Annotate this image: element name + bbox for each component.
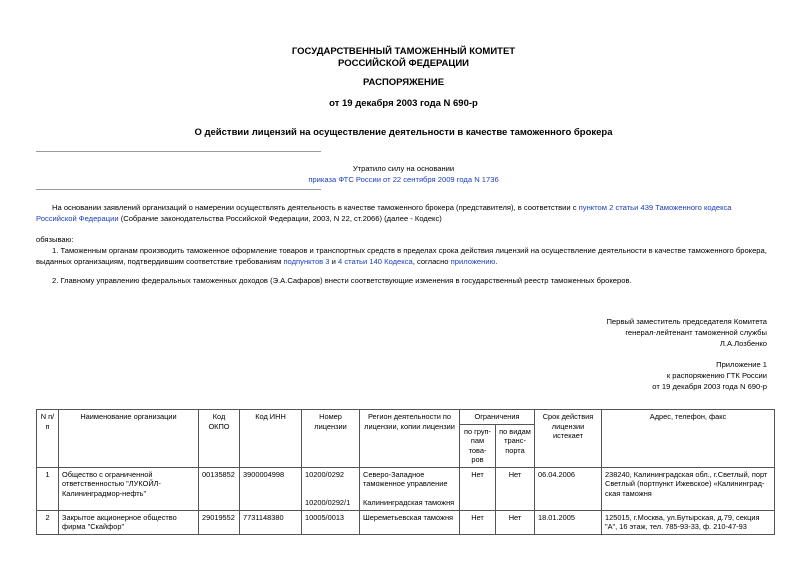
article-140-link[interactable]: 4 статьи 140 Кодекса	[338, 256, 413, 266]
repeal-link[interactable]: приказа ФТС России от 22 сентября 2009 года N 1736	[308, 175, 499, 184]
cell-region	[360, 467, 460, 510]
cell-term: 06.04.2006	[535, 467, 602, 510]
signature-name: Л.А.Лозбенко	[719, 339, 767, 348]
signature-rank: генерал-лейтенант таможенной службы	[625, 328, 767, 337]
cell-inn: 3900004998	[240, 467, 302, 510]
cell-license-copy: 10200/0292/1	[305, 498, 351, 507]
table-row	[37, 467, 775, 510]
repeal-note: Утратило силу на основании	[352, 164, 455, 173]
header-by-groups: по груп- пам това- ров	[460, 424, 496, 467]
separator-bottom	[36, 189, 321, 190]
signature-position: Первый заместитель председателя Комитета	[606, 317, 767, 326]
appendix-reference: к распоряжению ГТК России	[666, 371, 767, 380]
header-region: Регион деятельности по лицензии, копии лицензии	[360, 410, 460, 468]
cell-groups: Нет	[460, 510, 496, 534]
paragraph-item-1	[36, 246, 774, 267]
cell-region-copy: Калининградская таможня	[363, 497, 455, 507]
table-header-row	[37, 410, 775, 425]
cell-name: Общество с ограниченной ответственностью "ЛУКОЙЛ-Калининградмор-нефть"	[59, 467, 199, 510]
header-inn: Код ИНН	[240, 410, 302, 468]
header-num: N п/п	[37, 410, 59, 468]
separator-top	[36, 151, 321, 152]
cell-region-main: Северо-Западное таможенное управление	[363, 469, 448, 488]
header-license: Номер лицензии	[302, 410, 360, 468]
org-name-line2: РОССИЙСКОЙ ФЕДЕРАЦИИ	[337, 58, 469, 69]
cell-license: 10005/0013	[302, 510, 360, 534]
cell-groups: Нет	[460, 467, 496, 510]
item-1-text-b: и	[329, 256, 338, 266]
header-by-transport: по видам транс- порта	[496, 424, 535, 467]
cell-term: 18.01.2005	[535, 510, 602, 534]
item-1-text-a: 1. Таможенным органам производить таможенное оформление товаров и транспортных средств в пределах срока действия лицензий на осуществление деятельности в качестве таможенного брокера, выданных организациям, подтвердившим соответствие требованиям	[36, 246, 767, 266]
header-term: Срок действия лицензии истекает	[535, 410, 602, 468]
appendix-number: Приложение 1	[716, 360, 767, 369]
cell-address: 238240, Калининградская обл., г.Светлый, порт Светлый (портпункт Ижевское) «Калининград-ская таможня	[602, 467, 775, 510]
cell-name: Закрытое акционерное общество фирма "Скайфор"	[59, 510, 199, 534]
cell-okpo: 29019552	[199, 510, 240, 534]
paragraph-item-2: 2. Главному управлению федеральных таможенных доходов (Э.А.Сафаров) внести соответствующие изменения в государственный реестр таможенных брокеров.	[52, 276, 632, 285]
cell-inn: 7731148380	[240, 510, 302, 534]
header-restrictions: Ограничения	[460, 410, 535, 425]
cell-transport: Нет	[496, 510, 535, 534]
cell-num: 2	[37, 510, 59, 534]
doc-title: О действии лицензий на осуществление деятельности в качестве таможенного брокера	[194, 127, 613, 138]
item-1-text-c: , согласно	[412, 256, 451, 266]
cell-transport: Нет	[496, 467, 535, 510]
header-address: Адрес, телефон, факс	[602, 410, 775, 468]
item-1-text-d: .	[495, 256, 498, 266]
doc-date: от 19 декабря 2003 года N 690-р	[329, 98, 478, 109]
paragraph-basis	[36, 203, 774, 224]
cell-region: Шереметьевская таможня	[360, 510, 460, 534]
cell-license	[302, 467, 360, 510]
table-row	[37, 510, 775, 534]
subparagraph-link[interactable]: подпунктов 3	[283, 256, 330, 266]
cell-num: 1	[37, 467, 59, 510]
paragraph-basis-text-a: На основании заявлений организаций о намерении осуществлять деятельность в качестве таможенного брокера (представителя), в соответствии с	[52, 203, 579, 212]
doc-type: РАСПОРЯЖЕНИЕ	[362, 77, 445, 88]
paragraph-basis-text-b: (Собрание законодательства Российской Федерации, 2003, N 22, ст.2066) (далее - Кодекс)	[118, 213, 442, 223]
header-okpo: Код ОКПО	[199, 410, 240, 468]
org-name-line1: ГОСУДАРСТВЕННЫЙ ТАМОЖЕННЫЙ КОМИТЕТ	[291, 46, 516, 57]
obligate-text: обязываю:	[36, 235, 74, 244]
header-name: Наименование организации	[59, 410, 199, 468]
code-article-link[interactable]: пунктом 2 статьи 439 Таможенного кодекса Российской Федерации	[36, 203, 732, 223]
cell-okpo: 00135852	[199, 467, 240, 510]
appendix-date: от 19 декабря 2003 года N 690-р	[652, 382, 767, 391]
cell-license-main: 10200/0292	[305, 469, 345, 479]
appendix-link[interactable]: приложению	[450, 256, 496, 266]
broker-register-table	[36, 409, 775, 535]
cell-address: 125015, г.Москва, ул.Бутырская, д.79, секция "А", 16 этаж, тел. 785-93-33, ф. 210-47-93	[602, 510, 775, 534]
